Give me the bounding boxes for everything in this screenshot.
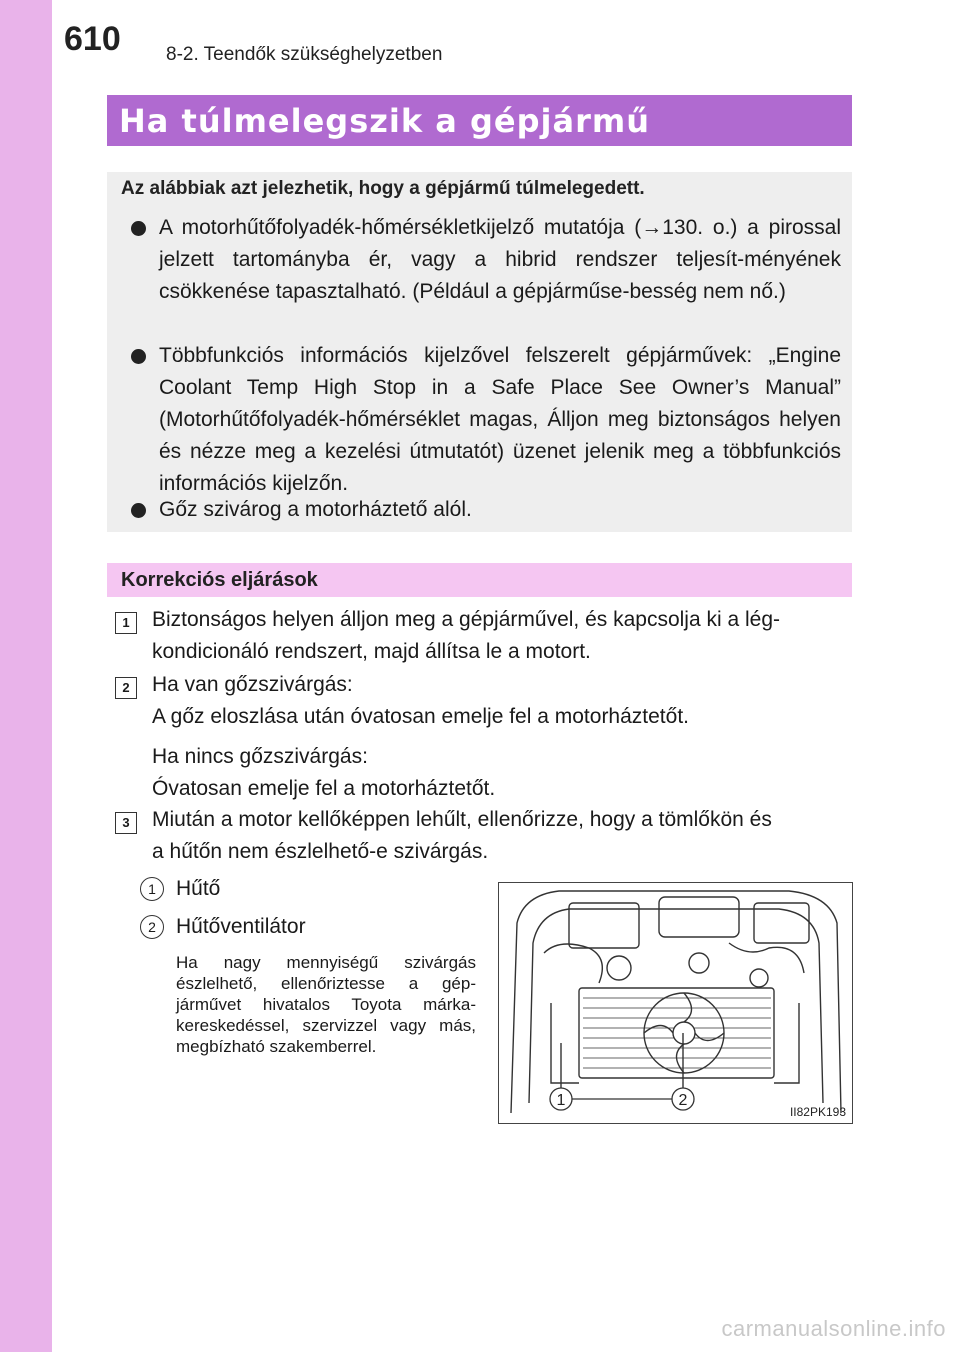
step-line: a hűtőn nem észlelhető-e szivárgás. <box>152 840 489 863</box>
callout-1-label: 1 <box>556 1092 566 1109</box>
legend-number: 2 <box>140 915 164 939</box>
procedures-heading: Korrekciós eljárások <box>121 569 318 591</box>
step-line: A gőz eloszlása után óvatosan emelje fel a motorháztetőt. <box>152 705 689 728</box>
side-tab-strip <box>0 0 52 1352</box>
step-number-box: 1 <box>115 612 137 634</box>
bullet-dot-icon <box>131 221 146 236</box>
step-line: Óvatosan emelje fel a motorháztetőt. <box>152 777 496 800</box>
section-title-bar <box>107 95 852 146</box>
legend-label: Hűtőventilátor <box>176 915 306 938</box>
step-line: kondicionáló rendszert, majd állítsa le a motort. <box>152 640 591 663</box>
step-text <box>152 669 689 805</box>
engine-bay-illustration <box>498 882 853 1124</box>
step-line: Biztonságos helyen álljon meg a gépjárművel, és kapcsolja ki a lég- <box>152 608 781 631</box>
signs-heading: Az alábbiak azt jelezhetik, hogy a gépjármű túlmelegedett. <box>121 178 645 199</box>
legend-label: Hűtő <box>176 877 221 900</box>
step-number-box: 2 <box>115 677 137 699</box>
procedures-heading-bar <box>107 563 852 597</box>
callout-markers <box>550 1088 694 1110</box>
site-watermark: carmanualsonline.info <box>721 1316 946 1341</box>
sign-text: Gőz szivárog a motorháztető alól. <box>159 498 472 521</box>
step-text <box>152 604 780 668</box>
step-text <box>152 804 772 868</box>
engine-bay-drawing <box>499 883 852 1123</box>
bullet-dot-icon <box>131 349 146 364</box>
bullet-dot-icon <box>131 503 146 518</box>
chapter-title: 8-2. Teendők szükséghelyzetben <box>166 44 443 65</box>
page-number: 610 <box>64 20 121 58</box>
step-line: Miután a motor kellőképpen lehűlt, ellenőrizze, hogy a tömlőkön és <box>152 808 772 831</box>
section-title: Ha túlmelegszik a gépjármű <box>119 102 650 140</box>
step-line: Ha van gőzszivárgás: <box>152 673 353 696</box>
sign-text: A motorhűtőfolyadék-hőmérsékletkijelző mutatója (→130. o.) a pirossal jelzett tartományba ér, vagy a hibrid rendszer teljesít-ményének csökkenése tapasztalható. (Például a gépjárműse-besség nem nő.) <box>159 216 841 303</box>
warning-signs-box <box>107 172 852 532</box>
illustration-code: II82PK193 <box>789 1105 846 1119</box>
callout-2-label: 2 <box>678 1092 688 1109</box>
leak-note: Ha nagy mennyiségű szivárgás észlelhető, ellenőriztesse a gép-járművet hivatalos Toyota márka-kereskedéssel, szervizzel vagy más, megbízható szakemberrel. <box>176 953 476 1056</box>
legend-number: 1 <box>140 877 164 901</box>
step-line: Ha nincs gőzszivárgás: <box>152 745 368 768</box>
step-number-box: 3 <box>115 812 137 834</box>
sign-text: Többfunkciós információs kijelzővel felszerelt gépjárművek: „Engine Coolant Temp High Stop in a Safe Place See Owner’s Manual” (Motorhűtőfolyadék-hőmérséklet magas, Álljon meg biztonságos helyen és nézze meg a kezelési útmutatót) üzenet jelenik meg a többfunkciós információs kijelzőn. <box>159 344 841 495</box>
